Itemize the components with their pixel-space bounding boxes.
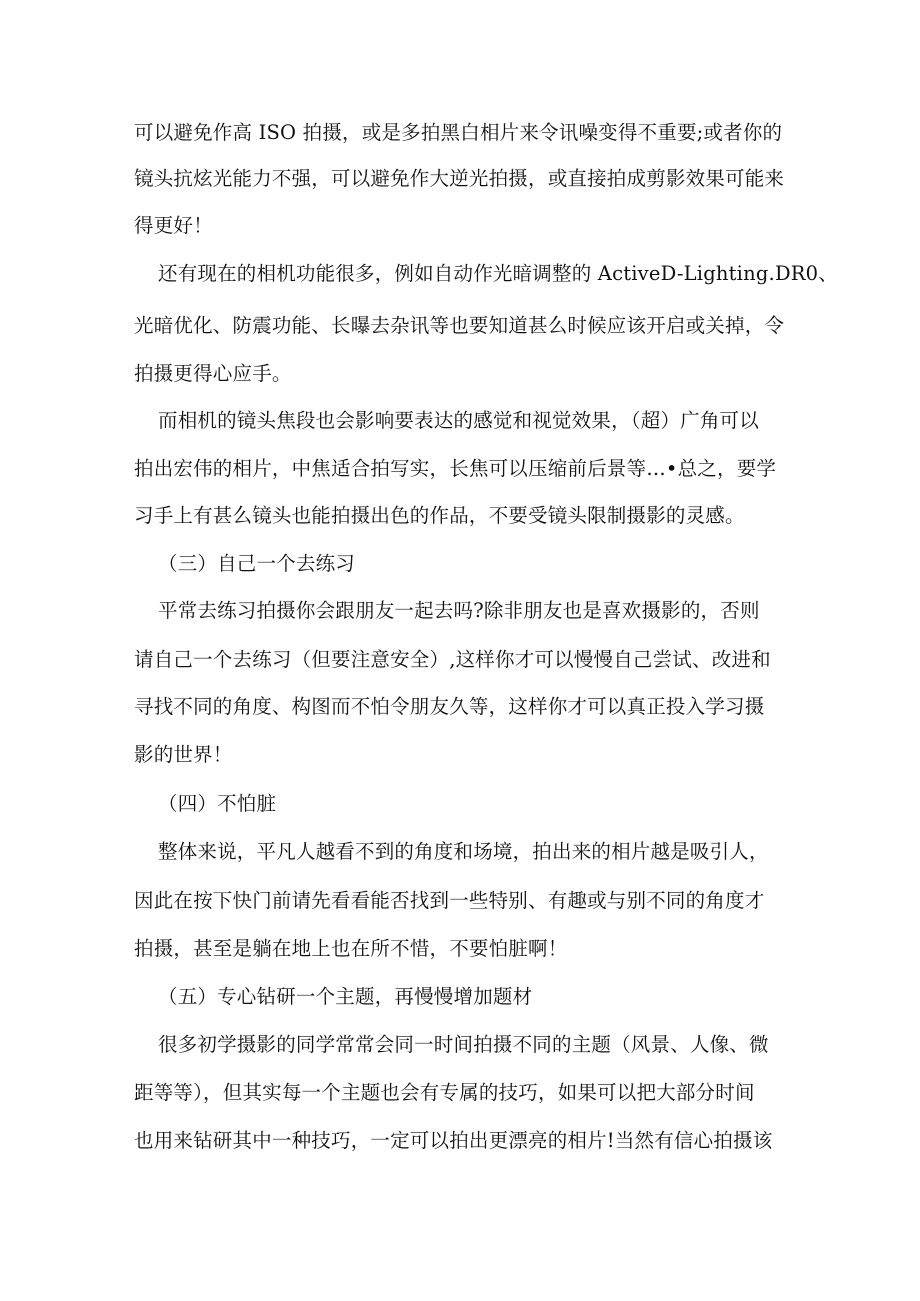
text-line-8: 拍出宏伟的相片，中焦适合拍写实，长焦可以压缩前后景等…•总之，要学 [134, 457, 777, 480]
text-line-12: 请自己一个去练习（但要注意安全）,这样你才可以慢慢自己尝试、改进和 [134, 648, 771, 671]
text-line-18: 拍摄，甚至是躺在地上也在所不惜，不要怕脏啊！ [134, 937, 568, 960]
text-line-6: 拍摄更得心应手。 [134, 362, 292, 385]
text-line-9: 习手上有甚么镜头也能拍摄出色的作品，不要受镜头限制摄影的灵感。 [134, 504, 745, 527]
text-line-20: 很多初学摄影的同学常常会同一时间拍摄不同的主题（风景、人像、微 [158, 1033, 769, 1056]
section-heading-3: （三）自己一个去练习 [158, 552, 356, 575]
text-line-17: 因此在按下快门前请先看看能否找到一些特别、有趣或与别不同的角度才 [134, 889, 765, 912]
text-line-14: 影的世界！ [134, 743, 233, 766]
text-line-13: 寻找不同的角度、构图而不怕令朋友久等，这样你才可以真正投入学习摄 [134, 695, 765, 718]
text-line-22: 也用来钻研其中一种技巧，一定可以拍出更漂亮的相片!当然有信心拍摄该 [134, 1129, 773, 1152]
text-line-7: 而相机的镜头焦段也会影响要表达的感觉和视觉效果，（超）广角可以 [158, 409, 759, 432]
text-line-5: 光暗优化、防震功能、长曝去杂讯等也要知道甚么时候应该开启或关掉，令 [134, 314, 785, 337]
section-heading-5: （五）专心钻研一个主题，再慢慢增加题材 [158, 985, 533, 1008]
text-line-2: 镜头抗炫光能力不强，可以避免作大逆光拍摄，或直接拍成剪影效果可能来 [134, 167, 785, 190]
text-line-16: 整体来说，平凡人越看不到的角度和场境，拍出来的相片越是吸引人， [158, 840, 769, 863]
text-line-1: 可以避免作高 ISO 拍摄，或是多拍黑白相片来令讯噪变得不重要;或者你的 [134, 121, 783, 144]
text-line-4: 还有现在的相机功能很多，例如自动作光暗调整的 ActiveD-Lighting.DR0、 [158, 262, 838, 285]
text-line-11: 平常去练习拍摄你会跟朋友一起去吗?除非朋友也是喜欢摄影的，否则 [158, 599, 760, 622]
section-heading-4: （四）不怕脏 [158, 792, 277, 815]
text-line-21: 距等等），但其实每一个主题也会有专属的技巧，如果可以把大部分时间 [134, 1081, 755, 1104]
text-line-3: 得更好！ [134, 214, 213, 237]
